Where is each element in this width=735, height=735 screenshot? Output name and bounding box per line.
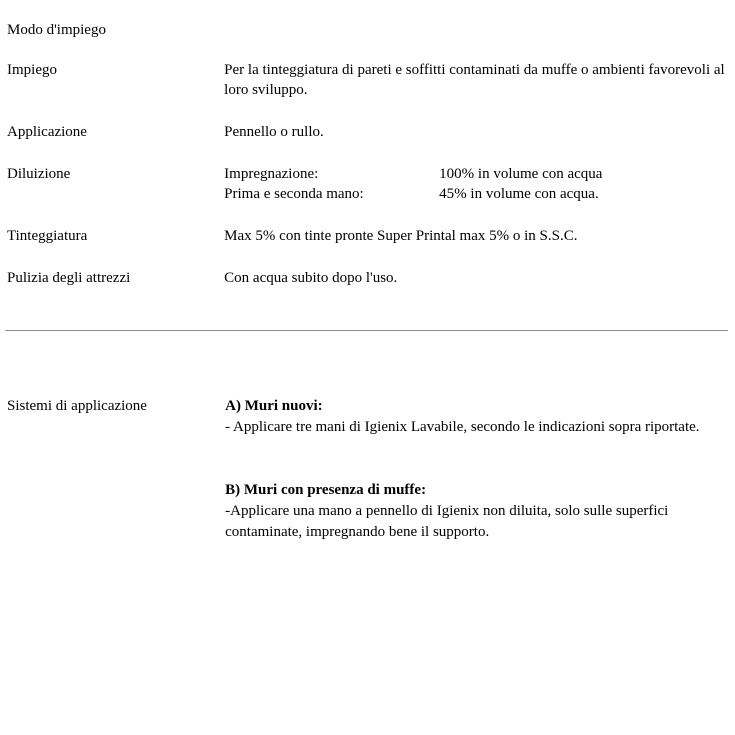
horizontal-divider (5, 330, 728, 331)
application-systems-section (7, 396, 728, 543)
application-systems-table (7, 396, 728, 543)
dilution-name-prima-seconda-mano: Prima e seconda mano: (224, 186, 364, 202)
spec-value-impiego (224, 60, 728, 100)
table-row (7, 268, 728, 288)
systems-content (225, 396, 728, 543)
row-spacer (7, 204, 728, 226)
dilution-value-impregnazione: 100% in volume con acqua (439, 166, 603, 182)
row-spacer (7, 246, 728, 268)
specification-table (7, 60, 728, 288)
systems-label: Sistemi di applicazione (7, 398, 147, 414)
dilution-sub-table (224, 164, 728, 204)
table-row (7, 164, 728, 204)
dilution-name-impregnazione: Impregnazione: (224, 166, 319, 182)
spec-value-text: Pennello o rullo. (224, 124, 324, 140)
spec-label-impiego: Impiego (7, 62, 57, 78)
section-title: Modo d'impiego (7, 22, 106, 38)
system-heading-b: B) Muri con presenza di muffe: (225, 482, 427, 498)
spec-label-tinteggiatura: Tinteggiatura (7, 228, 88, 244)
spec-value-applicazione (224, 122, 728, 142)
row-spacer (7, 100, 728, 122)
table-row (7, 396, 728, 543)
spec-label-applicazione: Applicazione (7, 124, 87, 140)
spec-value-text: Con acqua subito dopo l'uso. (224, 270, 398, 286)
system-body-b: -Applicare una mano a pennello di Igienix non diluita, solo sulle superfici contaminate, impregnando bene il supporto. (225, 503, 669, 540)
system-heading-a: A) Muri nuovi: (225, 398, 323, 414)
dilution-value-prima-seconda-mano: 45% in volume con acqua. (439, 186, 599, 202)
sub-table-row (224, 164, 728, 184)
table-row (7, 122, 728, 142)
table-row (7, 226, 728, 246)
spec-value-text: Per la tinteggiatura di pareti e soffitti contaminati da muffe o ambienti favorevoli al loro sviluppo. (224, 62, 725, 98)
spec-value-diluizione (224, 164, 728, 204)
spec-label-pulizia-attrezzi: Pulizia degli attrezzi (7, 270, 131, 286)
table-row (7, 60, 728, 100)
spec-value-text: Max 5% con tinte pronte Super Printal max 5% o in S.S.C. (224, 228, 578, 244)
system-group-a (225, 396, 728, 438)
sub-table-row (224, 184, 728, 204)
spec-label-diluizione: Diluizione (7, 166, 71, 182)
spec-value-tinteggiatura (224, 226, 728, 246)
row-spacer (7, 142, 728, 164)
system-group-b (225, 480, 728, 543)
system-body-a: - Applicare tre mani di Igienix Lavabile, secondo le indicazioni sopra riportate. (225, 419, 700, 435)
spec-value-pulizia-attrezzi (224, 268, 728, 288)
